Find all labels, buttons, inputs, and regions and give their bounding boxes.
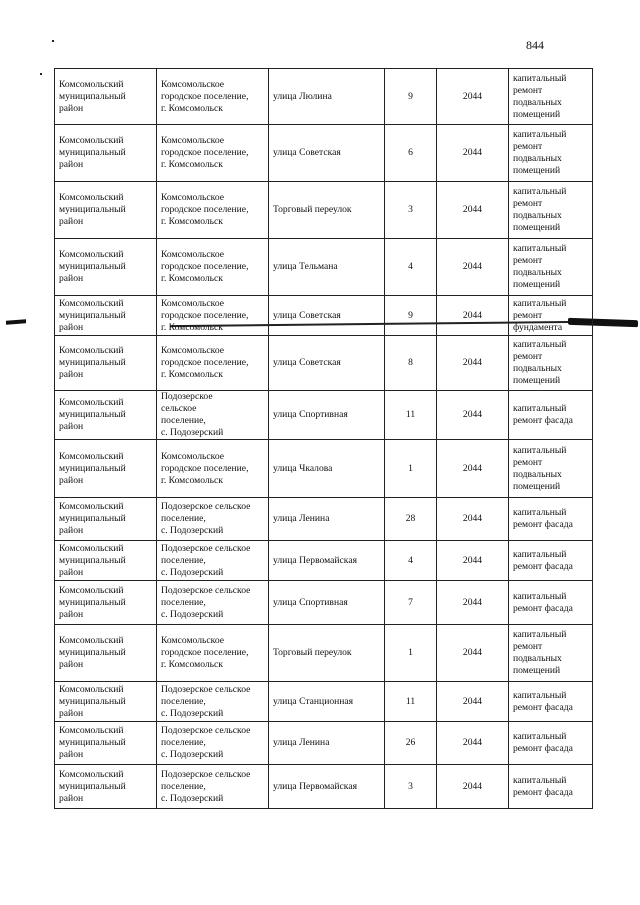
table-row — [55, 440, 593, 498]
table-row — [55, 498, 593, 541]
district-cell: Комсомольский муниципальный район — [55, 765, 157, 809]
district-cell: Комсомольский муниципальный район — [55, 336, 157, 391]
work-type-cell: капитальный ремонт фундамента — [509, 296, 593, 336]
year-cell: 2044 — [437, 296, 509, 336]
scan-speck — [40, 73, 42, 75]
year-cell: 2044 — [437, 498, 509, 541]
street-cell: улица Первомайская — [269, 765, 385, 809]
street-cell: улица Спортивная — [269, 581, 385, 625]
year-cell: 2044 — [437, 125, 509, 182]
work-type-cell: капитальный ремонт подвальных помещений — [509, 182, 593, 239]
street-cell: улица Советская — [269, 296, 385, 336]
work-type-cell: капитальный ремонт подвальных помещений — [509, 336, 593, 391]
work-type-cell: капитальный ремонт фасада — [509, 391, 593, 440]
work-type-cell: капитальный ремонт подвальных помещений — [509, 125, 593, 182]
work-type-cell: капитальный ремонт фасада — [509, 722, 593, 765]
settlement-cell: Подозерское сельское поселение, с. Подозерский — [157, 541, 269, 581]
street-cell: улица Советская — [269, 125, 385, 182]
work-type-cell: капитальный ремонт подвальных помещений — [509, 239, 593, 296]
work-type-cell: капитальный ремонт фасада — [509, 765, 593, 809]
district-cell: Комсомольский муниципальный район — [55, 440, 157, 498]
street-cell: улица Спортивная — [269, 391, 385, 440]
district-cell: Комсомольский муниципальный район — [55, 239, 157, 296]
district-cell: Комсомольский муниципальный район — [55, 182, 157, 239]
street-cell: улица Советская — [269, 336, 385, 391]
district-cell: Комсомольский муниципальный район — [55, 296, 157, 336]
street-cell: Торговый переулок — [269, 182, 385, 239]
work-type-cell: капитальный ремонт фасада — [509, 541, 593, 581]
table-row — [55, 722, 593, 765]
settlement-cell: Комсомольское городское поселение, г. Комсомольск — [157, 69, 269, 125]
house-number-cell: 8 — [385, 336, 437, 391]
year-cell: 2044 — [437, 625, 509, 682]
year-cell: 2044 — [437, 440, 509, 498]
house-number-cell: 26 — [385, 722, 437, 765]
scan-artifact-left — [6, 319, 26, 324]
work-type-cell: капитальный ремонт фасада — [509, 581, 593, 625]
house-number-cell: 9 — [385, 296, 437, 336]
street-cell: улица Станционная — [269, 682, 385, 722]
settlement-cell: Подозерское сельское поселение, с. Подозерский — [157, 581, 269, 625]
settlement-cell: Комсомольское городское поселение, г. Комсомольск — [157, 625, 269, 682]
table-row — [55, 682, 593, 722]
house-number-cell: 6 — [385, 125, 437, 182]
year-cell: 2044 — [437, 239, 509, 296]
house-number-cell: 3 — [385, 182, 437, 239]
settlement-cell: Комсомольское городское поселение, г. Комсомольск — [157, 125, 269, 182]
street-cell: улица Тельмана — [269, 239, 385, 296]
street-cell: улица Люлина — [269, 69, 385, 125]
district-cell: Комсомольский муниципальный район — [55, 581, 157, 625]
house-number-cell: 3 — [385, 765, 437, 809]
district-cell: Комсомольский муниципальный район — [55, 541, 157, 581]
year-cell: 2044 — [437, 682, 509, 722]
year-cell: 2044 — [437, 722, 509, 765]
page-number: 844 — [526, 38, 544, 52]
year-cell: 2044 — [437, 765, 509, 809]
year-cell: 2044 — [437, 581, 509, 625]
house-number-cell: 1 — [385, 625, 437, 682]
table-row — [55, 125, 593, 182]
settlement-cell: Подозерское сельское поселение, с. Подозерский — [157, 682, 269, 722]
work-type-cell: капитальный ремонт подвальных помещений — [509, 440, 593, 498]
house-number-cell: 1 — [385, 440, 437, 498]
house-number-cell: 9 — [385, 69, 437, 125]
district-cell: Комсомольский муниципальный район — [55, 722, 157, 765]
year-cell: 2044 — [437, 391, 509, 440]
house-number-cell: 11 — [385, 391, 437, 440]
district-cell: Комсомольский муниципальный район — [55, 682, 157, 722]
table-row — [55, 182, 593, 239]
year-cell: 2044 — [437, 541, 509, 581]
settlement-cell: Комсомольское городское поселение, г. Комсомольск — [157, 182, 269, 239]
street-cell: улица Ленина — [269, 498, 385, 541]
district-cell: Комсомольский муниципальный район — [55, 391, 157, 440]
district-cell: Комсомольский муниципальный район — [55, 69, 157, 125]
year-cell: 2044 — [437, 336, 509, 391]
work-type-cell: капитальный ремонт фасада — [509, 682, 593, 722]
year-cell: 2044 — [437, 182, 509, 239]
settlement-cell: Подозерское сельское поселение, с. Подозерский — [157, 765, 269, 809]
work-type-cell: капитальный ремонт подвальных помещений — [509, 625, 593, 682]
table-row — [55, 296, 593, 336]
house-number-cell: 11 — [385, 682, 437, 722]
district-cell: Комсомольский муниципальный район — [55, 625, 157, 682]
table-row — [55, 541, 593, 581]
street-cell: улица Ленина — [269, 722, 385, 765]
house-number-cell: 28 — [385, 498, 437, 541]
table-row — [55, 765, 593, 809]
work-type-cell: капитальный ремонт подвальных помещений — [509, 69, 593, 125]
street-cell: улица Чкалова — [269, 440, 385, 498]
year-cell: 2044 — [437, 69, 509, 125]
settlement-cell: Подозерское сельское поселение, с. Подозерский — [157, 391, 269, 440]
settlement-cell: Подозерское сельское поселение, с. Подозерский — [157, 498, 269, 541]
settlement-cell: Комсомольское городское поселение, г. Комсомольск — [157, 336, 269, 391]
house-number-cell: 7 — [385, 581, 437, 625]
table-row — [55, 336, 593, 391]
settlement-cell: Комсомольское городское поселение, г. Комсомольск — [157, 296, 269, 336]
settlement-cell: Комсомольское городское поселение, г. Комсомольск — [157, 440, 269, 498]
work-type-cell: капитальный ремонт фасада — [509, 498, 593, 541]
street-cell: улица Первомайская — [269, 541, 385, 581]
settlement-cell: Подозерское сельское поселение, с. Подозерский — [157, 722, 269, 765]
settlement-cell: Комсомольское городское поселение, г. Комсомольск — [157, 239, 269, 296]
table-row — [55, 69, 593, 125]
table-row — [55, 239, 593, 296]
district-cell: Комсомольский муниципальный район — [55, 498, 157, 541]
works-table — [54, 68, 593, 809]
house-number-cell: 4 — [385, 541, 437, 581]
table-row — [55, 625, 593, 682]
scan-speck — [52, 40, 54, 42]
table-row — [55, 581, 593, 625]
district-cell: Комсомольский муниципальный район — [55, 125, 157, 182]
street-cell: Торговый переулок — [269, 625, 385, 682]
house-number-cell: 4 — [385, 239, 437, 296]
table-row — [55, 391, 593, 440]
works-table-body — [55, 69, 593, 809]
